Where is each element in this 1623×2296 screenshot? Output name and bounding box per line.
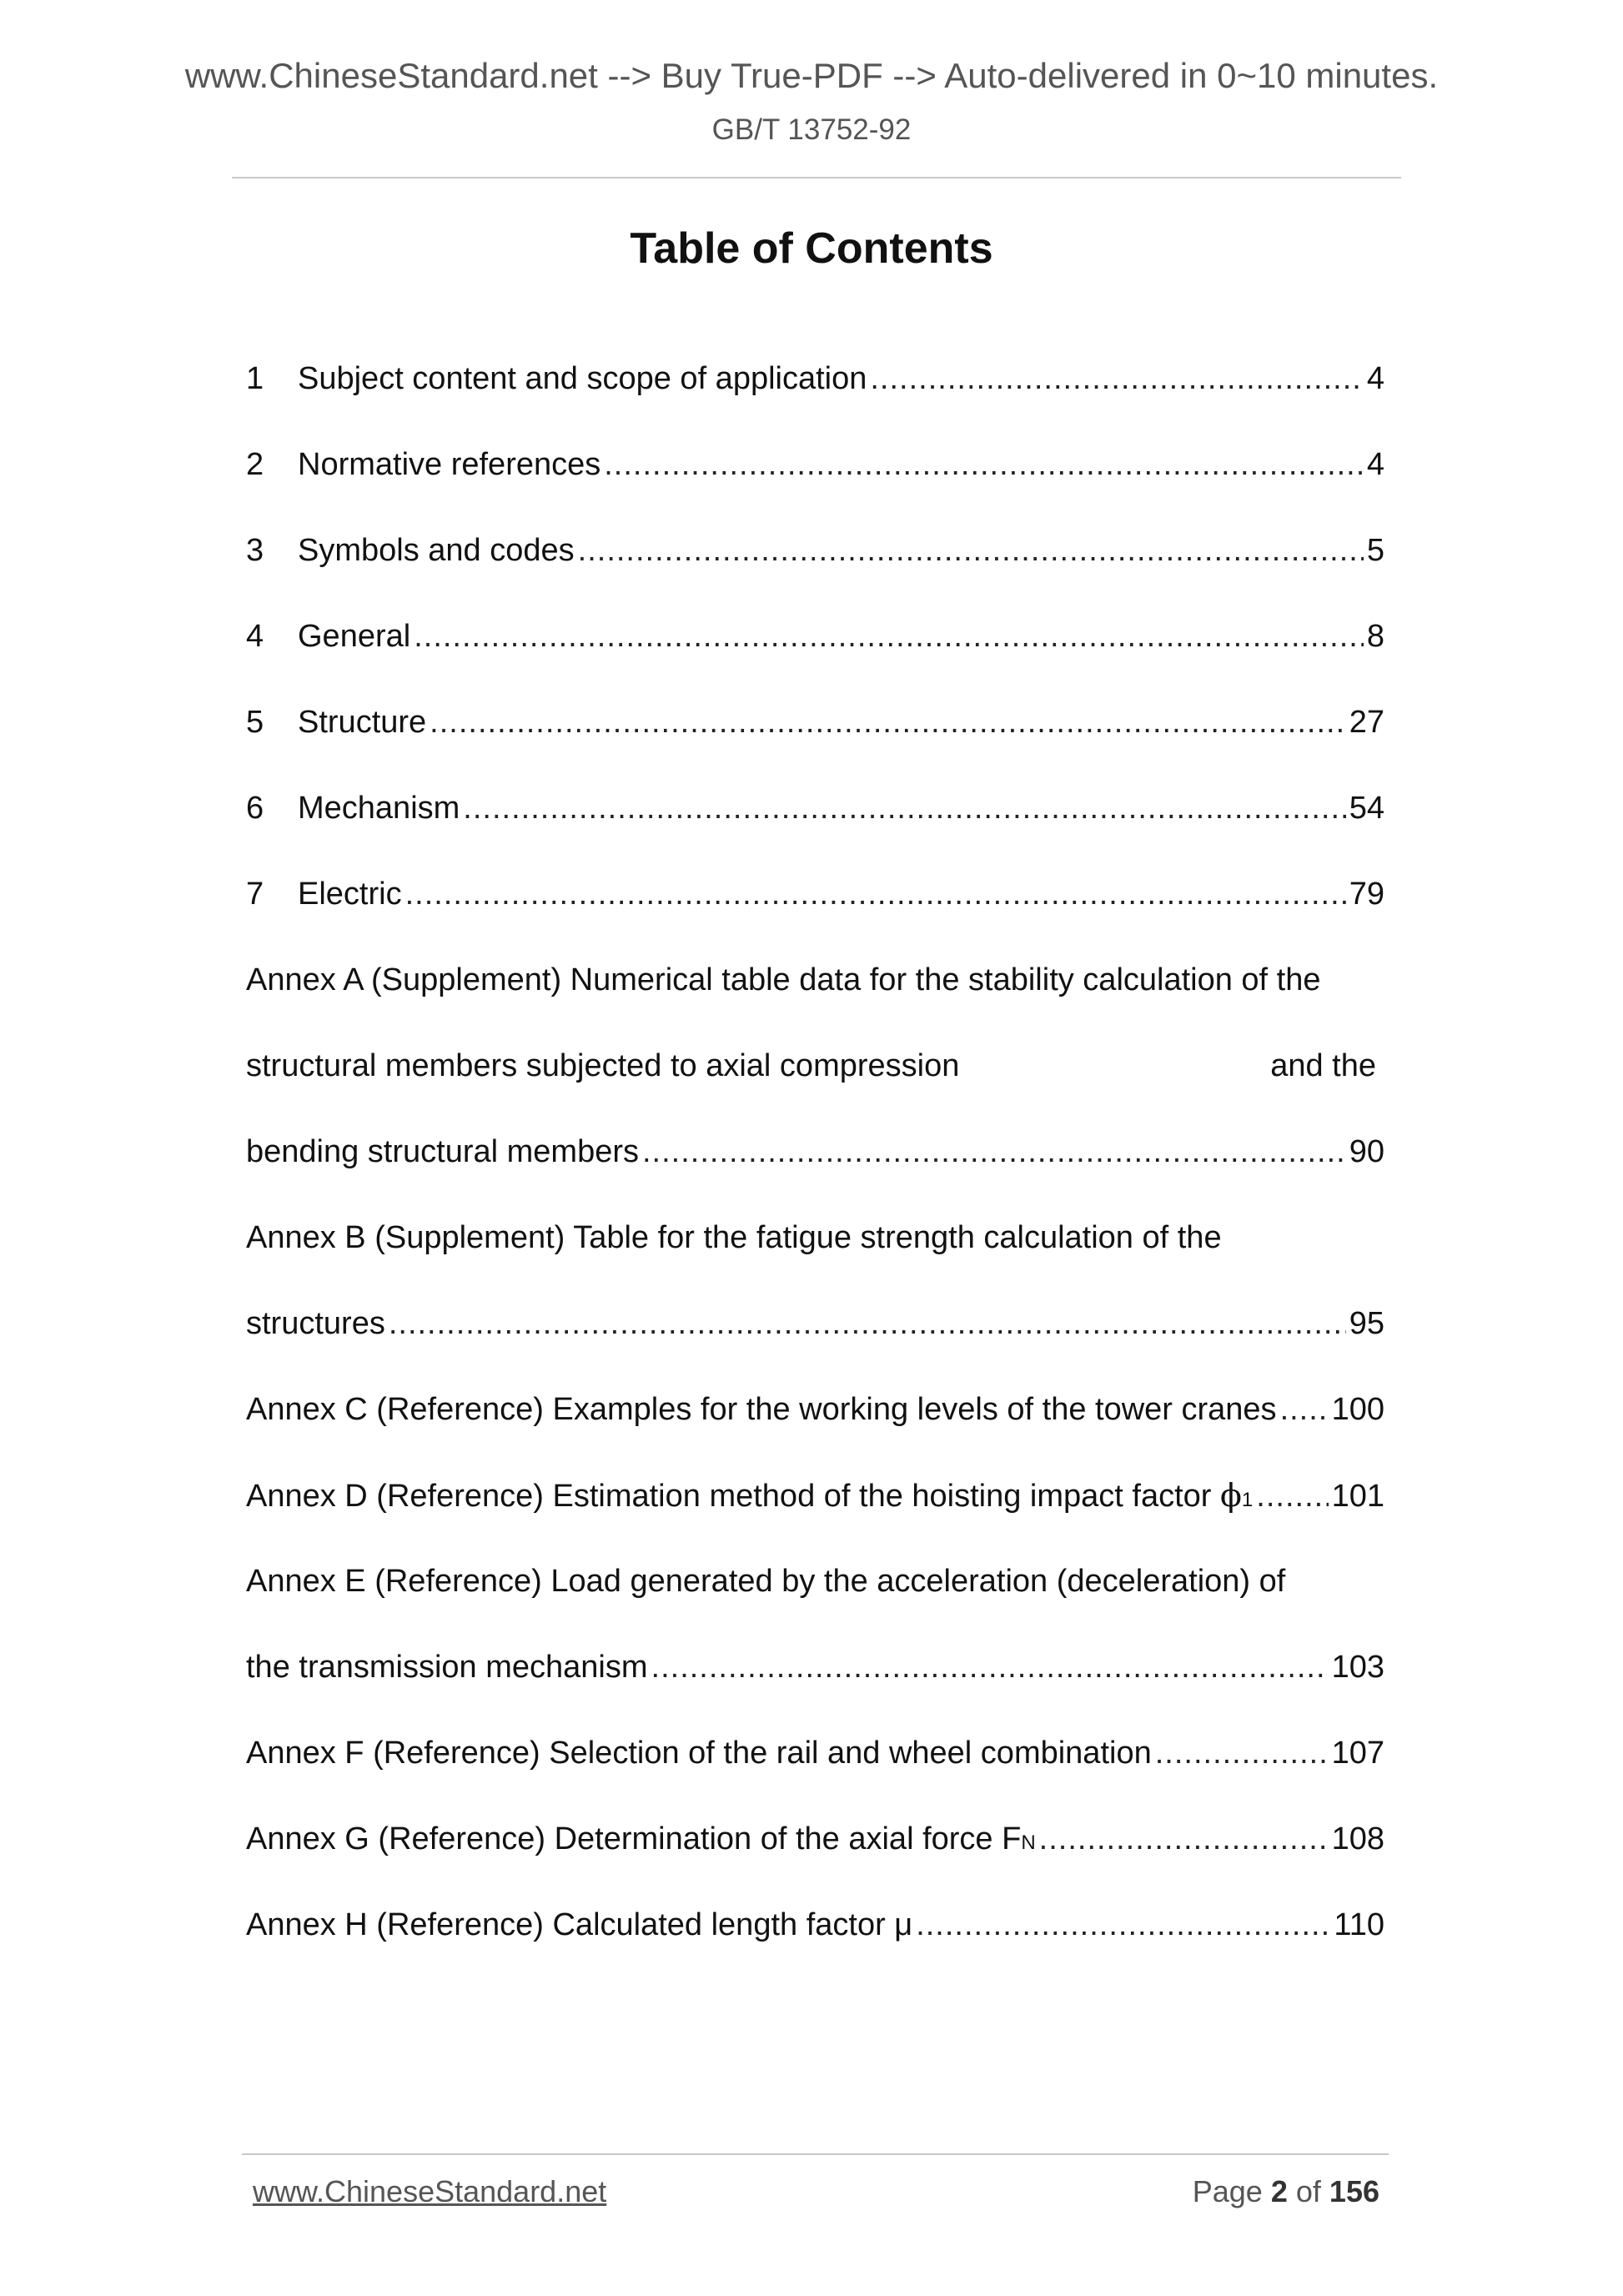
- toc-title: General: [298, 619, 411, 654]
- dot-leader: [405, 876, 1346, 914]
- toc-title: Annex D (Reference) Estimation method of the hoisting impact factor ϕ1: [246, 1477, 1254, 1514]
- toc-page-number: 95: [1349, 1306, 1384, 1341]
- page-indicator: Page 2 of 156: [1192, 2174, 1379, 2208]
- toc-entry-1[interactable]: [246, 360, 1384, 446]
- toc-annex-a-line1[interactable]: [246, 962, 1384, 1048]
- dot-leader: [1039, 1821, 1329, 1859]
- toc-page-number: 5: [1366, 533, 1384, 568]
- toc-page-number: 4: [1366, 361, 1384, 396]
- toc-annex-e-line1[interactable]: [246, 1563, 1384, 1649]
- toc-title: structures: [246, 1306, 385, 1341]
- dot-leader: [414, 618, 1364, 656]
- toc-title-continued: and the: [1270, 1048, 1376, 1083]
- toc-number: 1: [246, 361, 264, 396]
- toc-title: Symbols and codes: [298, 533, 575, 568]
- footer-divider: [242, 2153, 1389, 2155]
- toc-title: bending structural members: [246, 1134, 639, 1169]
- dot-leader: [430, 704, 1346, 742]
- toc-annex-a[interactable]: [246, 1133, 1384, 1219]
- toc-entry-2[interactable]: [246, 446, 1384, 532]
- toc-page-number: 54: [1349, 791, 1384, 826]
- subscript: 1: [1241, 1489, 1254, 1511]
- toc-entry-5[interactable]: [246, 704, 1384, 790]
- dot-leader: [1280, 1391, 1329, 1429]
- toc-annex-f[interactable]: [246, 1735, 1384, 1821]
- toc-annex-e[interactable]: [246, 1649, 1384, 1735]
- current-page: 2: [1270, 2174, 1288, 2208]
- toc-page-number: 90: [1349, 1134, 1384, 1169]
- toc-entry-4[interactable]: [246, 618, 1384, 704]
- toc-title: Normative references: [298, 447, 601, 482]
- toc-title: Annex G (Reference) Determination of the axial force FN: [246, 1821, 1036, 1856]
- toc-page-number: 107: [1331, 1736, 1384, 1771]
- toc-annex-b-line1[interactable]: [246, 1219, 1384, 1305]
- toc-number: 5: [246, 705, 264, 740]
- toc-title: Annex H (Reference) Calculated length factor μ: [246, 1907, 913, 1942]
- page-title: Table of Contents: [630, 224, 993, 273]
- toc-number: 3: [246, 533, 264, 568]
- page-header: [0, 58, 1623, 144]
- toc-page-number: 8: [1366, 619, 1384, 654]
- toc-title: Annex C (Reference) Examples for the working levels of the tower cranes: [246, 1392, 1277, 1427]
- header-banner: www.ChineseStandard.net --> Buy True-PDF --> Auto-delivered in 0~10 minutes.: [184, 56, 1439, 95]
- dot-leader: [870, 360, 1363, 399]
- dot-leader: [651, 1649, 1329, 1687]
- toc-entry-7[interactable]: [246, 876, 1384, 962]
- toc-title: Annex B (Supplement) Table for the fatigue strength calculation of the: [246, 1220, 1222, 1255]
- toc-number: 7: [246, 877, 264, 912]
- toc-number: 6: [246, 791, 264, 826]
- toc-annex-g[interactable]: [246, 1821, 1384, 1907]
- toc-title: Annex A (Supplement) Numerical table data for the stability calculation of the: [246, 962, 1321, 997]
- toc-annex-a-line2[interactable]: [246, 1048, 1384, 1133]
- total-pages: 156: [1329, 2174, 1379, 2208]
- toc-annex-c[interactable]: [246, 1391, 1384, 1477]
- toc-entry-3[interactable]: [246, 532, 1384, 618]
- toc-page-number: 100: [1331, 1392, 1384, 1427]
- toc-annex-b[interactable]: [246, 1305, 1384, 1391]
- dot-leader: [642, 1133, 1346, 1172]
- toc-title: Annex E (Reference) Load generated by the acceleration (deceleration) of: [246, 1564, 1286, 1599]
- toc-annex-h[interactable]: [246, 1907, 1384, 1992]
- subscript: N: [1021, 1831, 1036, 1854]
- toc-title: Structure: [298, 705, 427, 740]
- toc-page-number: 4: [1366, 447, 1384, 482]
- toc-page-number: 110: [1334, 1907, 1384, 1942]
- toc-page-number: 103: [1331, 1650, 1384, 1685]
- dot-leader: [578, 532, 1364, 570]
- toc-title: Mechanism: [298, 791, 460, 826]
- toc-annex-d[interactable]: [246, 1477, 1384, 1563]
- toc-title: Annex F (Reference) Selection of the rail and wheel combination: [246, 1736, 1152, 1771]
- phi-symbol: ϕ: [1220, 1477, 1242, 1514]
- toc-title: the transmission mechanism: [246, 1650, 648, 1685]
- dot-leader: [389, 1305, 1346, 1344]
- footer-site-link[interactable]: www.ChineseStandard.net: [253, 2174, 607, 2208]
- dot-leader: [463, 790, 1345, 828]
- standard-id: GB/T 13752-92: [711, 113, 912, 146]
- toc-title: Subject content and scope of application: [298, 361, 867, 396]
- toc-page-number: 108: [1331, 1821, 1384, 1856]
- dot-leader: [604, 446, 1364, 485]
- dot-leader: [916, 1907, 1330, 1945]
- toc-page-number: 79: [1349, 877, 1384, 912]
- header-divider: [232, 177, 1401, 178]
- toc-number: 2: [246, 447, 264, 482]
- dot-leader: [1155, 1735, 1329, 1773]
- toc-entry-6[interactable]: [246, 790, 1384, 876]
- toc-page-number: 27: [1349, 705, 1384, 740]
- toc-title: structural members subjected to axial compression: [246, 1048, 960, 1083]
- toc-title: Electric: [298, 877, 402, 912]
- toc-number: 4: [246, 619, 264, 654]
- table-of-contents: [246, 360, 1384, 1992]
- dot-leader: [1256, 1478, 1328, 1516]
- toc-page-number: 101: [1331, 1479, 1384, 1514]
